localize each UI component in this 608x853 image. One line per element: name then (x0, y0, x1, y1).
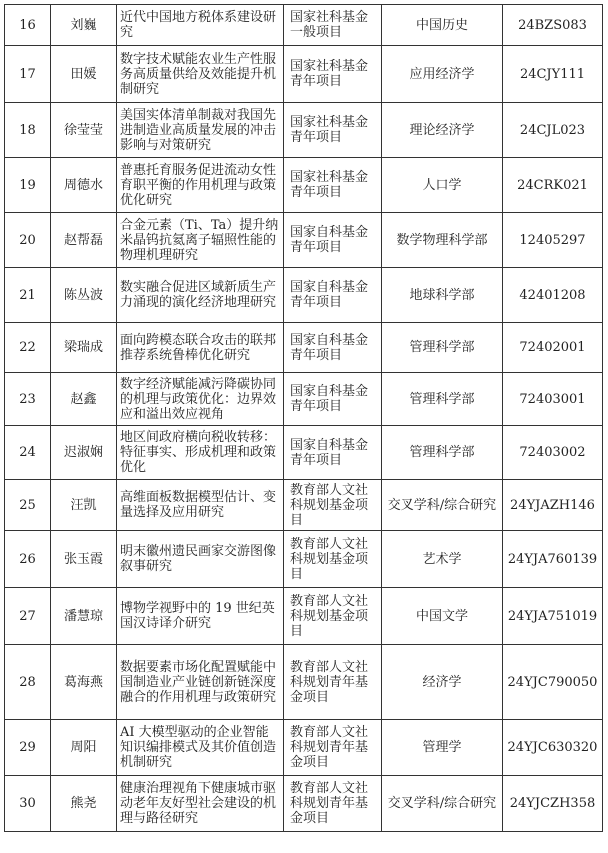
project-type: 教育部人文社科规划青年基金项目 (284, 720, 382, 776)
leader-name: 迟淑娴 (51, 426, 117, 480)
row-number: 21 (5, 268, 51, 323)
project-code: 72403002 (503, 426, 603, 480)
table-row (5, 480, 603, 531)
project-type: 国家社科基金一般项目 (284, 5, 382, 46)
leader-name: 潘慧琼 (51, 588, 117, 645)
leader-name: 汪凯 (51, 480, 117, 531)
row-number: 16 (5, 5, 51, 46)
project-code: 24CJL023 (503, 103, 603, 158)
project-code: 24YJA751019 (503, 588, 603, 645)
discipline: 中国文学 (382, 588, 503, 645)
table-row (5, 588, 603, 645)
project-title: 普惠托育服务促进流动女性育职平衡的作用机理与政策优化研究 (117, 158, 284, 213)
table-row (5, 46, 603, 103)
project-type: 国家社科基金青年项目 (284, 103, 382, 158)
discipline: 经济学 (382, 645, 503, 720)
project-type: 教育部人文社科规划基金项目 (284, 480, 382, 531)
project-type: 国家自科基金青年项目 (284, 268, 382, 323)
discipline: 人口学 (382, 158, 503, 213)
leader-name: 张玉霞 (51, 531, 117, 588)
project-code: 24BZS083 (503, 5, 603, 46)
discipline: 管理科学部 (382, 323, 503, 373)
leader-name: 陈丛波 (51, 268, 117, 323)
table-row (5, 158, 603, 213)
row-number: 25 (5, 480, 51, 531)
table-row (5, 213, 603, 268)
leader-name: 周德水 (51, 158, 117, 213)
row-number: 20 (5, 213, 51, 268)
project-title: 面向跨模态联合攻击的联邦推荐系统鲁棒优化研究 (117, 323, 284, 373)
leader-name: 周阳 (51, 720, 117, 776)
leader-name: 葛海燕 (51, 645, 117, 720)
leader-name: 刘巍 (51, 5, 117, 46)
project-title: 健康治理视角下健康城市驱动老年友好型社会建设的机理与路径研究 (117, 776, 284, 832)
project-code: 24CRK021 (503, 158, 603, 213)
project-title: 高维面板数据模型估计、变量选择及应用研究 (117, 480, 284, 531)
discipline: 交叉学科/综合研究 (382, 480, 503, 531)
leader-name: 田媛 (51, 46, 117, 103)
project-title: 地区间政府横向税收转移：特征事实、形成机理和政策优化 (117, 426, 284, 480)
project-code: 12405297 (503, 213, 603, 268)
project-code: 24YJC630320 (503, 720, 603, 776)
project-title: AI 大模型驱动的企业智能知识编排模式及其价值创造机制研究 (117, 720, 284, 776)
row-number: 26 (5, 531, 51, 588)
project-title: 数据要素市场化配置赋能中国制造业产业链创新链深度融合的作用机理与政策研究 (117, 645, 284, 720)
table-row (5, 531, 603, 588)
project-code: 24YJCZH358 (503, 776, 603, 832)
project-title: 合金元素（Ti、Ta）提升纳米晶钨抗氦离子辐照性能的物理机理研究 (117, 213, 284, 268)
project-title: 博物学视野中的 19 世纪英国汉诗译介研究 (117, 588, 284, 645)
table-row (5, 776, 603, 832)
table-row (5, 720, 603, 776)
row-number: 23 (5, 373, 51, 426)
leader-name: 赵帮磊 (51, 213, 117, 268)
project-type: 教育部人文社科规划青年基金项目 (284, 776, 382, 832)
project-title: 数字经济赋能减污降碳协同的机理与政策优化：边界效应和溢出效应视角 (117, 373, 284, 426)
table-row (5, 268, 603, 323)
leader-name: 梁瑞成 (51, 323, 117, 373)
project-title: 数字技术赋能农业生产性服务高质量供给及效能提升机制研究 (117, 46, 284, 103)
row-number: 17 (5, 46, 51, 103)
project-code: 24YJAZH146 (503, 480, 603, 531)
row-number: 18 (5, 103, 51, 158)
project-code: 24YJC790050 (503, 645, 603, 720)
project-type: 教育部人文社科规划基金项目 (284, 588, 382, 645)
table-row (5, 645, 603, 720)
project-code: 72403001 (503, 373, 603, 426)
leader-name: 熊尧 (51, 776, 117, 832)
discipline: 地球科学部 (382, 268, 503, 323)
row-number: 28 (5, 645, 51, 720)
project-type: 教育部人文社科规划青年基金项目 (284, 645, 382, 720)
discipline: 艺术学 (382, 531, 503, 588)
table-row (5, 373, 603, 426)
project-code: 72402001 (503, 323, 603, 373)
project-code: 42401208 (503, 268, 603, 323)
row-number: 27 (5, 588, 51, 645)
project-type: 教育部人文社科规划基金项目 (284, 531, 382, 588)
row-number: 19 (5, 158, 51, 213)
project-type: 国家自科基金青年项目 (284, 323, 382, 373)
project-type: 国家社科基金青年项目 (284, 46, 382, 103)
discipline: 数学物理科学部 (382, 213, 503, 268)
project-title: 近代中国地方税体系建设研究 (117, 5, 284, 46)
project-type: 国家自科基金青年项目 (284, 426, 382, 480)
table-row (5, 5, 603, 46)
row-number: 30 (5, 776, 51, 832)
table-row (5, 323, 603, 373)
discipline: 中国历史 (382, 5, 503, 46)
project-table (4, 4, 603, 832)
discipline: 管理科学部 (382, 373, 503, 426)
project-code: 24YJA760139 (503, 531, 603, 588)
project-title: 美国实体清单制裁对我国先进制造业高质量发展的冲击影响与对策研究 (117, 103, 284, 158)
project-code: 24CJY111 (503, 46, 603, 103)
discipline: 应用经济学 (382, 46, 503, 103)
project-type: 国家自科基金青年项目 (284, 373, 382, 426)
row-number: 24 (5, 426, 51, 480)
discipline: 交叉学科/综合研究 (382, 776, 503, 832)
table-row (5, 103, 603, 158)
discipline: 理论经济学 (382, 103, 503, 158)
project-type: 国家社科基金青年项目 (284, 158, 382, 213)
row-number: 22 (5, 323, 51, 373)
discipline: 管理学 (382, 720, 503, 776)
discipline: 管理科学部 (382, 426, 503, 480)
table-row (5, 426, 603, 480)
leader-name: 赵鑫 (51, 373, 117, 426)
project-type: 国家自科基金青年项目 (284, 213, 382, 268)
project-title: 明末徽州遗民画家交游图像叙事研究 (117, 531, 284, 588)
leader-name: 徐莹莹 (51, 103, 117, 158)
project-title: 数实融合促进区域新质生产力涌现的演化经济地理研究 (117, 268, 284, 323)
row-number: 29 (5, 720, 51, 776)
